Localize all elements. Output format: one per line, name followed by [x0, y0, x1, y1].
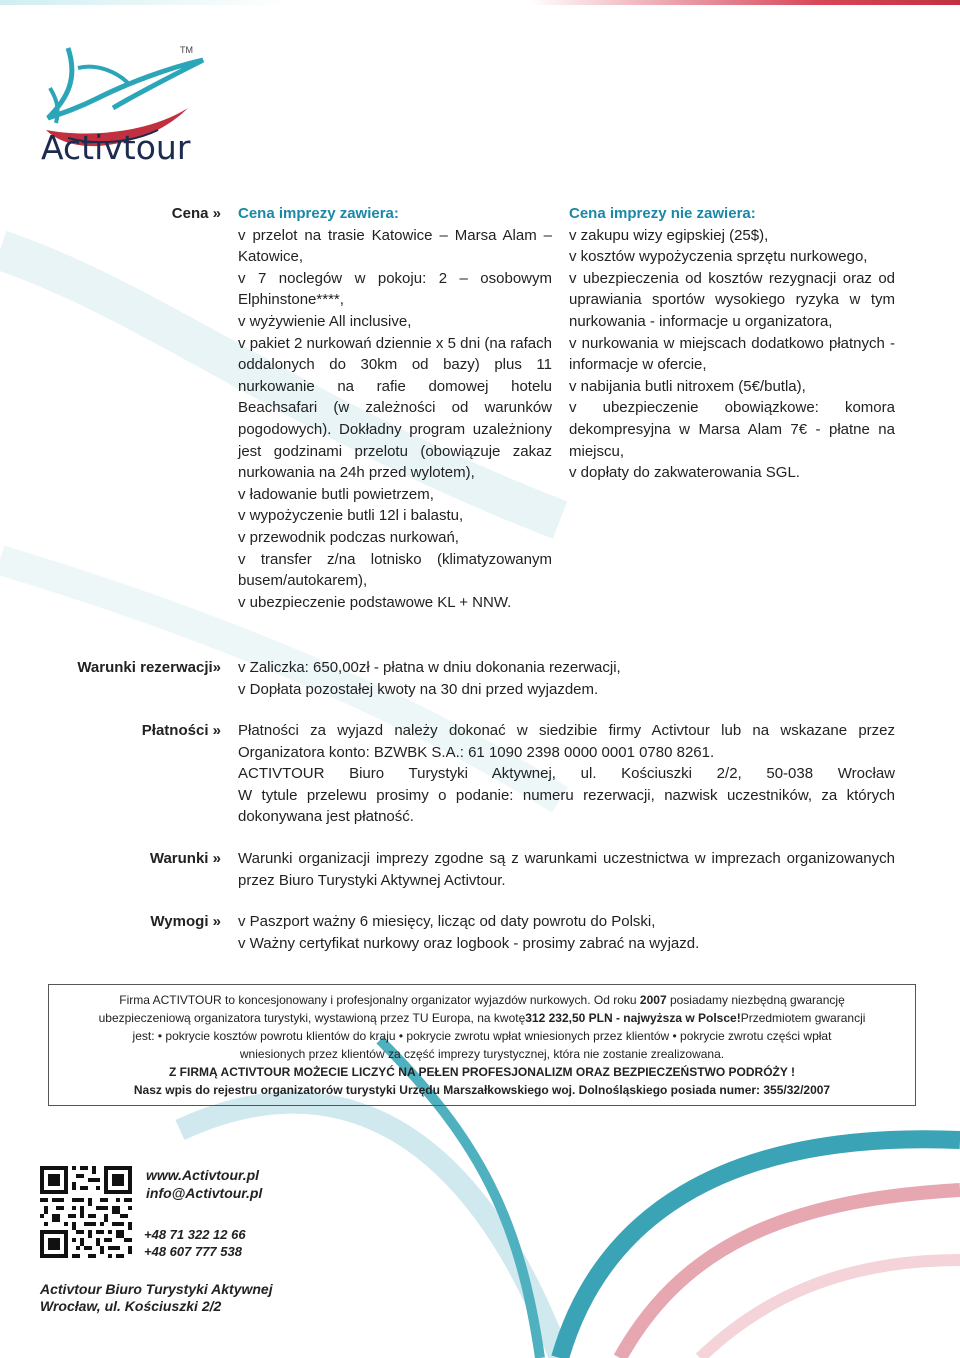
requirements-block	[238, 911, 895, 954]
list-item: v zakupu wizy egipskiej (25$),	[569, 226, 769, 244]
list-item: v nabijania butli nitroxem (5€/butla),	[569, 377, 806, 395]
notice-line: Z FIRMĄ ACTIVTOUR MOŻECIE LICZYĆ NA PEŁEN PROFESJONALIZM ORAZ BEZPIECZEŃSTWO PODRÓŻY !	[168, 1065, 795, 1079]
list-item: v przelot na trasie Katowice – Marsa Alam – Katowice,	[238, 226, 552, 266]
list-item: v wyżywienie All inclusive,	[238, 312, 412, 330]
section-label-wymogi: Wymogi »	[150, 913, 221, 930]
list-item: v ubezpieczenia od kosztów rezygnacji oraz od uprawiania sportów wysokiego ryzyka w tym nurkowania - informacje u organizatora,	[569, 269, 895, 330]
phone-primary: +48 71 322 12 66	[144, 1227, 246, 1242]
list-item: v 7 noclegów w pokoju: 2 – osobowym Elphinstone****,	[238, 269, 552, 309]
price-excludes-heading: Cena imprezy nie zawiera:	[569, 205, 756, 222]
list-item: v ubezpieczenie podstawowe KL + NNW.	[238, 593, 512, 611]
list-item: v ubezpieczenie obowiązkowe: komora dekompresyjna w Marsa Alam 7€ - płatne na miejscu,	[569, 399, 895, 460]
list-item: v pakiet 2 nurkowań dziennie x 5 dni (na rafach oddalonych do 30km od bazy) plus 11 nurkowanie na rafie domowej hotelu Beachsafari (w zależności od warunków pogodowych). Dokładny program uzależniony jest godzinami przelotu (obowiązuje zakaz nurkowania na 24h przed wylotem),	[238, 334, 552, 482]
conditions-block	[238, 848, 895, 891]
section-label-platnosci: Płatności »	[141, 722, 221, 739]
list-item: v wypożyczenie butli 12l i balastu,	[238, 507, 464, 525]
notice-line: ubezpieczeniową organizatora turystyki, wystawioną przez TU Europa, na kwotę312 232,50 PLN - najwyższa w Polsce!Przedmiotem gwarancji	[98, 1011, 866, 1025]
payments-text: Płatności za wyjazd należy dokonać w siedzibie firmy Activtour lub na wskazane przez Organizatora konto: BZWBK S.A.: 61 1090 2398 0000 0001 0780 8261.	[238, 722, 895, 761]
list-item: v ładowanie butli powietrzem,	[238, 485, 434, 503]
guarantee-notice-box	[48, 984, 916, 1106]
section-label-warunki: Warunki »	[149, 850, 221, 867]
list-item: v dopłaty do zakwaterowania SGL.	[569, 464, 800, 482]
section-label-rezerwacja: Warunki rezerwacji»	[77, 659, 221, 676]
notice-line: jest: • pokrycie kosztów powrotu klientów do kraju • pokrycie zwrotu wpłat wniesionych przez klientów • pokrycie zwrotu części wpłat	[132, 1029, 832, 1043]
price-excludes-block	[569, 203, 895, 484]
company-name: Activtour Biuro Turystyki Aktywnej	[40, 1281, 273, 1297]
phone-secondary: +48 607 777 538	[144, 1244, 242, 1259]
price-includes-heading: Cena imprezy zawiera:	[238, 205, 399, 222]
list-item: v przewodnik podczas nurkowań,	[238, 528, 459, 546]
qr-code-icon	[40, 1166, 132, 1258]
reservation-terms-block	[238, 657, 895, 700]
notice-line: wniesionych przez klientów za część imprezy turystycznej, która nie zostanie zrealizowana.	[239, 1047, 725, 1061]
list-item: v Paszport ważny 6 miesięcy, licząc od daty powrotu do Polski,	[238, 913, 656, 930]
email-link[interactable]: info@Activtour.pl	[146, 1185, 263, 1201]
list-item: v Zaliczka: 650,00zł - płatna w dniu dokonania rezerwacji,	[238, 659, 621, 676]
payments-transfer-title: W tytule przelewu prosimy o podanie: numeru rezerwacji, nazwisk uczestników, za których dokonywana jest płatność.	[238, 786, 895, 826]
list-item: v nurkowania w miejscach dodatkowo płatnych - informacje w ofercie,	[569, 334, 895, 374]
list-item: v kosztów wypożyczenia sprzętu nurkowego,	[569, 248, 868, 266]
list-item: v Dopłata pozostałej kwoty na 30 dni przed wyjazdem.	[238, 680, 599, 698]
list-item: v Ważny certyfikat nurkowy oraz logbook - prosimy zabrać na wyjazd.	[238, 934, 700, 952]
notice-line: Firma ACTIVTOUR to koncesjonowany i profesjonalny organizator wyjazdów nurkowych. Od roku 2007 posiadamy niezbędną gwarancję	[119, 993, 845, 1007]
logo-wordmark: Activtour	[41, 128, 191, 167]
trademark-mark: TM	[180, 45, 193, 55]
list-item: v transfer z/na lotnisko (klimatyzowanym busem/autokarem),	[238, 550, 552, 590]
section-label-cena: Cena »	[171, 205, 221, 222]
website-link[interactable]: www.Activtour.pl	[146, 1167, 260, 1183]
notice-line: Nasz wpis do rejestru organizatorów turystyki Urzędu Marszałkowskiego woj. Dolnośląskiego posiada numer: 355/32/2007	[133, 1083, 831, 1097]
company-address: Wrocław, ul. Kościuszki 2/2	[40, 1298, 222, 1314]
conditions-text: Warunki organizacji imprezy zgodne są z warunkami uczestnictwa w imprezach organizowanych przez Biuro Turystyki Aktywnej Activtour.	[238, 850, 895, 889]
payments-address: ACTIVTOUR Biuro Turystyki Aktywnej, ul. Kościuszki 2/2, 50-038 Wrocław	[238, 765, 895, 783]
payments-block	[238, 720, 895, 828]
price-includes-block	[238, 203, 552, 613]
